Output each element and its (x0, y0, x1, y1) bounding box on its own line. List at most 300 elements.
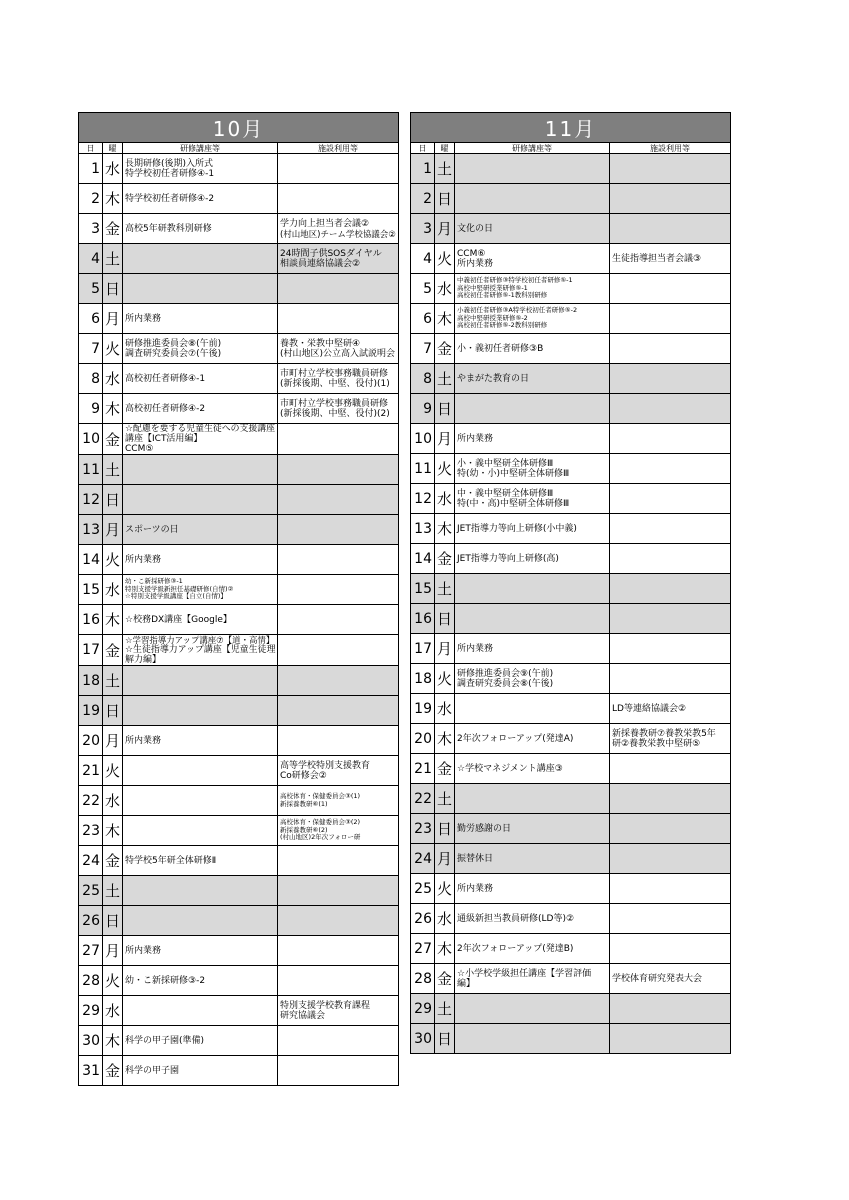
training-cell (455, 934, 610, 964)
facility-cell (278, 906, 399, 936)
training-cell (455, 274, 610, 304)
calendar-row (79, 696, 399, 726)
calendar-row (79, 1026, 399, 1056)
weekday: 水 (103, 996, 123, 1026)
calendar-row (411, 574, 731, 604)
training-cell (455, 424, 610, 454)
weekday: 月 (435, 634, 455, 664)
weekday: 土 (435, 154, 455, 184)
month-title: 10月 (79, 113, 399, 143)
weekday: 火 (103, 966, 123, 996)
day-number: 15 (411, 574, 435, 604)
training-cell (455, 964, 610, 994)
weekday: 火 (435, 244, 455, 274)
training-cell (123, 214, 278, 244)
day-header: 日 (411, 143, 435, 154)
facility-line: 新採養教研⑥(1) (280, 799, 328, 808)
day-number: 24 (411, 844, 435, 874)
training-line: 調査研究委員会⑦(午後) (125, 348, 222, 359)
day-number: 22 (411, 784, 435, 814)
training-cell (123, 394, 278, 424)
training-cell (455, 664, 610, 694)
day-number: 21 (79, 756, 103, 786)
weekday: 木 (103, 816, 123, 846)
weekday-header: 曜 (435, 143, 455, 154)
weekday: 金 (103, 635, 123, 666)
facility-cell (278, 1026, 399, 1056)
facility-cell (278, 394, 399, 424)
day-number: 23 (411, 814, 435, 844)
training-cell (123, 515, 278, 545)
facility-cell (278, 726, 399, 756)
day-number: 14 (411, 544, 435, 574)
training-cell (123, 334, 278, 364)
facility-line: 養教・栄教中堅研④ (280, 338, 361, 349)
month-title: 11月 (411, 113, 731, 143)
calendar-row (79, 1056, 399, 1086)
calendar-row (411, 994, 731, 1024)
training-line: ☆特別支援学級講座【自立(自情)】 (125, 592, 227, 601)
calendar-row (411, 964, 731, 994)
weekday: 木 (103, 184, 123, 214)
training-line: 高校中堅研授業研修⑤-1 (457, 283, 528, 292)
day-number: 7 (411, 334, 435, 364)
weekday: 火 (435, 874, 455, 904)
day-number: 19 (79, 696, 103, 726)
day-number: 20 (411, 724, 435, 754)
training-cell (123, 936, 278, 966)
calendar-row (411, 394, 731, 424)
training-line: 幼・こ新採研修③-1 (125, 577, 183, 586)
calendar-row (411, 364, 731, 394)
day-number: 12 (411, 484, 435, 514)
facility-cell (278, 575, 399, 605)
training-line: 小・義中堅研全体研修Ⅲ (457, 458, 554, 469)
day-number: 16 (411, 604, 435, 634)
training-cell (123, 846, 278, 876)
facility-cell (278, 1056, 399, 1086)
calendar-row (79, 966, 399, 996)
facility-line: 学校体育研究発表大会 (612, 973, 703, 984)
facility-line: 相談員連絡協議会② (280, 258, 361, 269)
training-cell (123, 364, 278, 394)
day-number: 19 (411, 694, 435, 724)
training-line: JET指導力等向上研修(小中義) (457, 523, 577, 534)
day-number: 17 (79, 635, 103, 666)
training-line: 高校初任者研修④-2 (125, 403, 206, 414)
weekday: 金 (103, 424, 123, 455)
training-line: 幼・こ新採研修③-2 (125, 975, 206, 986)
calendar-row (411, 184, 731, 214)
weekday: 水 (435, 904, 455, 934)
training-line: JET指導力等向上研修(高) (457, 553, 559, 564)
facility-header: 施設利用等 (278, 143, 399, 154)
training-cell (455, 814, 610, 844)
training-line: 高校5年研教科別研修 (125, 223, 212, 234)
facility-cell (278, 244, 399, 274)
facility-cell (610, 844, 731, 874)
day-number: 12 (79, 485, 103, 515)
facility-cell (278, 786, 399, 816)
calendar-row (411, 304, 731, 334)
calendar-row (79, 515, 399, 545)
weekday: 日 (103, 274, 123, 304)
day-number: 6 (79, 304, 103, 334)
weekday: 水 (435, 274, 455, 304)
facility-cell (610, 214, 731, 244)
training-line: ☆配慮を要する児童生徒への支援講座 (125, 424, 275, 434)
facility-cell (278, 334, 399, 364)
training-cell (123, 966, 278, 996)
calendar-row (79, 936, 399, 966)
training-cell (455, 244, 610, 274)
weekday: 土 (103, 876, 123, 906)
weekday: 金 (435, 544, 455, 574)
training-cell (455, 994, 610, 1024)
facility-cell (610, 994, 731, 1024)
day-number: 27 (411, 934, 435, 964)
calendar-row (79, 334, 399, 364)
facility-cell (610, 454, 731, 484)
training-cell (455, 784, 610, 814)
facility-line: 市町村立学校事務職員研修 (280, 398, 389, 409)
facility-cell (610, 184, 731, 214)
facility-cell (278, 154, 399, 184)
october-calendar (78, 112, 399, 1086)
training-line: 所内業務 (125, 945, 162, 956)
day-number: 29 (79, 996, 103, 1026)
training-cell (455, 1024, 610, 1054)
day-number: 21 (411, 754, 435, 784)
day-number: 13 (79, 515, 103, 545)
day-number: 9 (79, 394, 103, 424)
facility-line: 特別支援学校教育課程 (280, 1000, 371, 1011)
weekday: 月 (103, 304, 123, 334)
weekday: 月 (103, 515, 123, 545)
day-number: 26 (79, 906, 103, 936)
weekday: 木 (435, 934, 455, 964)
training-line: 解力編】 (125, 655, 162, 665)
day-number: 25 (79, 876, 103, 906)
training-cell (123, 455, 278, 485)
weekday: 水 (435, 694, 455, 724)
training-line: 科学の甲子園 (125, 1065, 180, 1076)
facility-cell (278, 966, 399, 996)
training-cell (455, 364, 610, 394)
training-cell (455, 184, 610, 214)
calendar-row (79, 726, 399, 756)
facility-cell (610, 574, 731, 604)
calendar-row (411, 334, 731, 364)
facility-cell (610, 244, 731, 274)
calendar-row (79, 996, 399, 1026)
day-number: 31 (79, 1056, 103, 1086)
weekday: 木 (103, 394, 123, 424)
day-number: 11 (411, 454, 435, 484)
facility-line: 24時間子供SOSダイヤル (280, 248, 382, 259)
facility-line: Co研修会② (280, 770, 327, 781)
facility-cell (610, 1024, 731, 1054)
facility-line: 新採養教研⑦養教栄教5年 (612, 728, 716, 739)
calendar-row (79, 876, 399, 906)
facility-line: (新採後期、中堅、役付)(2) (280, 408, 390, 419)
calendar-row (411, 874, 731, 904)
calendar-row (79, 756, 399, 786)
training-line: CCM⑤ (125, 444, 154, 454)
facility-line: (村山地区)チーム学校協議会② (280, 228, 396, 239)
facility-line: (村山地区)2年次フォロー研 (280, 833, 361, 842)
facility-line: 学力向上担当者会議② (280, 218, 370, 229)
training-cell (455, 484, 610, 514)
training-line: 研修推進委員会⑧(午前) (125, 338, 222, 349)
day-number: 18 (411, 664, 435, 694)
facility-cell (610, 544, 731, 574)
november-calendar (410, 112, 731, 1054)
training-line: 所内業務 (457, 643, 494, 654)
facility-line: 高校体育・保健委員会③(1) (280, 792, 361, 800)
calendar-row (79, 244, 399, 274)
day-number: 8 (411, 364, 435, 394)
facility-cell (278, 605, 399, 635)
facility-cell (610, 424, 731, 454)
training-line: 振替休日 (457, 853, 494, 864)
calendar-row (411, 664, 731, 694)
weekday: 金 (435, 334, 455, 364)
training-line: 調査研究委員会⑧(午後) (457, 678, 554, 689)
day-number: 11 (79, 455, 103, 485)
facility-cell (278, 876, 399, 906)
facility-cell (278, 274, 399, 304)
facility-cell (278, 364, 399, 394)
weekday: 水 (103, 575, 123, 605)
facility-cell (278, 816, 399, 846)
training-cell (123, 1056, 278, 1086)
facility-cell (610, 784, 731, 814)
calendar-row (411, 154, 731, 184)
training-line: 所内業務 (125, 313, 162, 324)
calendar-row (79, 394, 399, 424)
weekday: 月 (435, 844, 455, 874)
training-cell (455, 454, 610, 484)
training-cell (123, 876, 278, 906)
weekday: 日 (435, 184, 455, 214)
day-number: 13 (411, 514, 435, 544)
training-line: 2年次フォローアップ(発達A) (457, 733, 574, 744)
facility-cell (610, 964, 731, 994)
weekday: 月 (435, 424, 455, 454)
day-number: 29 (411, 994, 435, 1024)
weekday: 木 (435, 514, 455, 544)
calendar-body (411, 154, 731, 1054)
training-line: 高校初任者研修⑤-1教科別研修 (457, 291, 548, 300)
facility-line: 新採養教研⑥(2) (280, 825, 328, 834)
calendar-row (79, 274, 399, 304)
day-number: 24 (79, 846, 103, 876)
day-number: 14 (79, 545, 103, 575)
calendar-row (79, 906, 399, 936)
day-number: 2 (411, 184, 435, 214)
day-number: 20 (79, 726, 103, 756)
training-cell (123, 274, 278, 304)
training-cell (123, 635, 278, 666)
training-cell (455, 514, 610, 544)
training-line: 所内業務 (457, 433, 494, 444)
facility-cell (278, 485, 399, 515)
training-line: 小義初任者研修③A特学校初任者研修⑤-2 (457, 306, 578, 315)
training-line: 所内業務 (125, 735, 162, 746)
weekday-header: 曜 (103, 143, 123, 154)
training-cell (455, 634, 610, 664)
weekday: 金 (435, 964, 455, 994)
training-cell (123, 1026, 278, 1056)
facility-cell (278, 214, 399, 244)
weekday: 火 (435, 454, 455, 484)
training-cell (123, 906, 278, 936)
facility-cell (610, 754, 731, 784)
weekday: 木 (435, 304, 455, 334)
calendar-row (411, 724, 731, 754)
training-line: CCM⑥ (457, 248, 486, 259)
training-line: 所内業務 (457, 883, 494, 894)
facility-cell (278, 996, 399, 1026)
weekday: 木 (435, 724, 455, 754)
training-line: 高校初任者研修④-1 (125, 373, 206, 384)
facility-line: LD等連絡協議会② (612, 703, 687, 714)
day-number: 7 (79, 334, 103, 364)
weekday: 火 (103, 756, 123, 786)
calendar-row (79, 666, 399, 696)
calendar-row (411, 274, 731, 304)
day-number: 10 (79, 424, 103, 455)
facility-line: (新採後期、中堅、役付)(1) (280, 378, 390, 389)
weekday: 日 (435, 1024, 455, 1054)
calendar-row (79, 575, 399, 605)
weekday: 日 (435, 604, 455, 634)
training-cell (123, 244, 278, 274)
day-number: 28 (79, 966, 103, 996)
training-line: ☆校務DX講座【Google】 (125, 614, 232, 625)
weekday: 火 (103, 334, 123, 364)
day-number: 8 (79, 364, 103, 394)
weekday: 土 (435, 574, 455, 604)
day-number: 17 (411, 634, 435, 664)
calendar-row (79, 184, 399, 214)
facility-cell (278, 184, 399, 214)
training-line: 特(幼・小)中堅研全体研修Ⅲ (457, 468, 570, 479)
facility-cell (278, 515, 399, 545)
facility-cell (610, 904, 731, 934)
calendar-row (411, 514, 731, 544)
facility-cell (278, 304, 399, 334)
weekday: 日 (103, 696, 123, 726)
training-header: 研修講座等 (123, 143, 278, 154)
facility-cell (610, 634, 731, 664)
weekday: 日 (103, 906, 123, 936)
training-cell (123, 696, 278, 726)
weekday: 土 (435, 784, 455, 814)
weekday: 月 (435, 214, 455, 244)
day-number: 2 (79, 184, 103, 214)
facility-cell (610, 604, 731, 634)
training-line: 特学校初任者研修④-1 (125, 168, 215, 179)
training-line: ☆学校マネジメント講座③ (457, 763, 563, 774)
day-number: 4 (79, 244, 103, 274)
calendar-row (411, 904, 731, 934)
weekday: 土 (103, 666, 123, 696)
calendar-row (79, 786, 399, 816)
calendar-row (79, 635, 399, 666)
training-line: ☆学習指導力アップ講座⑦【道・高情】 (125, 635, 275, 645)
calendar-row (79, 816, 399, 846)
training-cell (455, 574, 610, 604)
facility-cell (610, 724, 731, 754)
training-line: ☆生徒指導力アップ講座【児童生徒理 (125, 645, 276, 655)
training-cell (123, 996, 278, 1026)
calendar-row (411, 244, 731, 274)
facility-line: 研②養教栄教中堅研⑤ (612, 738, 701, 749)
calendar-row (411, 214, 731, 244)
training-line: ☆小学校学級担任講座【学習評価 (457, 968, 592, 979)
day-number: 26 (411, 904, 435, 934)
day-number: 1 (79, 154, 103, 184)
calendar-row (79, 304, 399, 334)
calendar-row (411, 424, 731, 454)
facility-line: (村山地区)公立高入試説明会 (280, 348, 396, 359)
training-cell (455, 304, 610, 334)
weekday: 日 (103, 485, 123, 515)
weekday: 金 (103, 846, 123, 876)
facility-cell (610, 274, 731, 304)
weekday: 火 (103, 545, 123, 575)
weekday: 金 (435, 754, 455, 784)
day-number: 6 (411, 304, 435, 334)
training-line: 研修推進委員会⑨(午前) (457, 668, 554, 679)
facility-line: 市町村立学校事務職員研修 (280, 368, 389, 379)
training-cell (123, 756, 278, 786)
training-cell (123, 786, 278, 816)
calendar-row (411, 544, 731, 574)
facility-cell (278, 455, 399, 485)
day-number: 23 (79, 816, 103, 846)
calendar-row (411, 814, 731, 844)
day-number: 5 (79, 274, 103, 304)
day-number: 28 (411, 964, 435, 994)
training-cell (123, 726, 278, 756)
facility-line: 高校体育・保健委員会③(2) (280, 818, 361, 827)
weekday: 土 (103, 455, 123, 485)
facility-cell (610, 934, 731, 964)
training-cell (455, 154, 610, 184)
facility-cell (610, 814, 731, 844)
training-cell (455, 334, 610, 364)
training-line: 文化の日 (457, 223, 494, 234)
training-cell (455, 214, 610, 244)
training-line: 通級新担当教員研修(LD等)② (457, 913, 575, 924)
training-cell (123, 605, 278, 635)
training-cell (455, 874, 610, 904)
training-line: スポーツの日 (125, 524, 179, 535)
calendar-row (411, 934, 731, 964)
training-line: 勤労感謝の日 (457, 823, 512, 834)
training-cell (123, 485, 278, 515)
facility-cell (278, 424, 399, 455)
calendar-row (411, 634, 731, 664)
training-line: 特別支援学級新担任基礎研修(自情)② (125, 584, 234, 593)
training-line: 講座【ICT活用編】 (125, 434, 203, 444)
weekday: 木 (103, 605, 123, 635)
training-cell (455, 904, 610, 934)
calendar-row (411, 784, 731, 814)
